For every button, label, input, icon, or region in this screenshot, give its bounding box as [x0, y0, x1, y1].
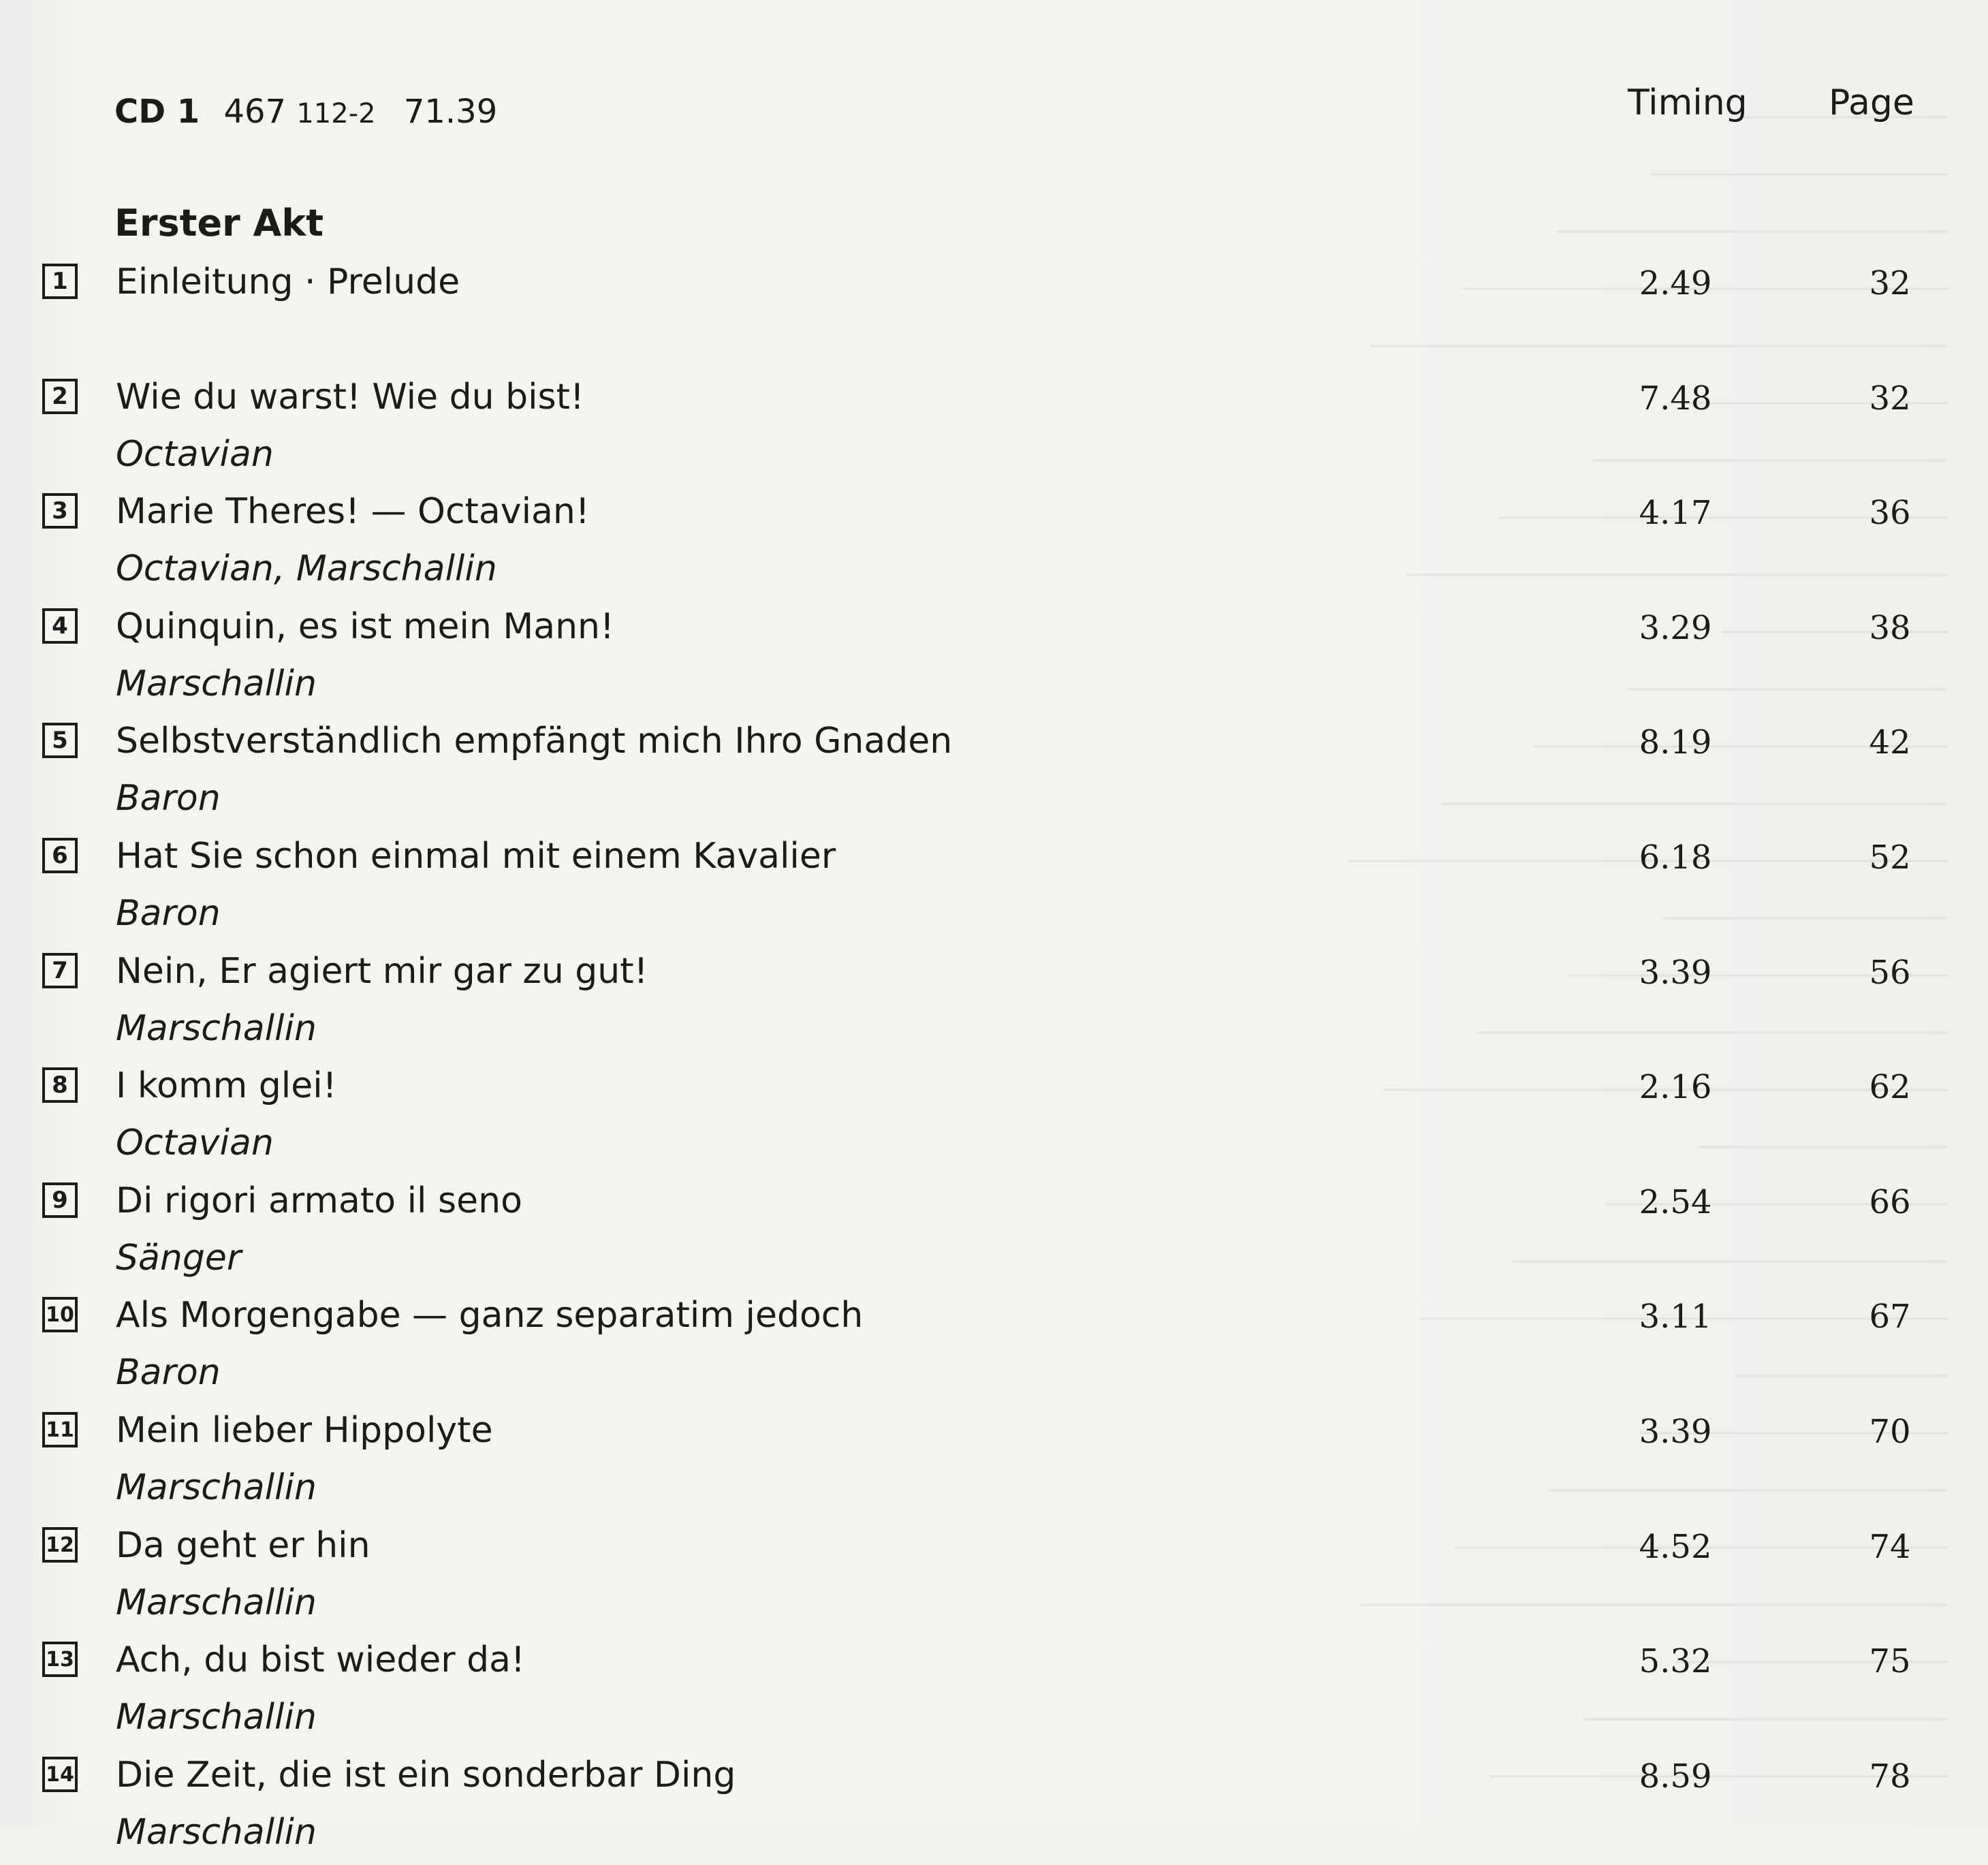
- track-title: Quinquin, es ist mein Mann!: [116, 606, 614, 647]
- track-number: 13: [42, 1642, 78, 1677]
- track-title: Da geht er hin: [116, 1525, 370, 1566]
- track-row: [0, 1291, 1988, 1405]
- track-singer: Marschallin: [116, 1812, 317, 1853]
- track-page: 42: [1869, 723, 1911, 762]
- track-timing: 4.52: [1639, 1528, 1712, 1566]
- track-title: Hat Sie schon einmal mit einem Kavalier: [116, 836, 836, 877]
- track-singer: Octavian: [116, 434, 274, 475]
- track-title: I komm glei!: [116, 1065, 337, 1106]
- track-timing: 5.32: [1639, 1642, 1712, 1680]
- track-row: [0, 487, 1988, 601]
- track-row: [0, 1406, 1988, 1520]
- track-title: Ach, du bist wieder da!: [116, 1640, 525, 1680]
- track-page: 66: [1869, 1183, 1911, 1221]
- track-row: [0, 1635, 1988, 1750]
- track-title: Di rigori armato il seno: [116, 1180, 522, 1221]
- track-timing: 3.39: [1639, 954, 1712, 992]
- track-page: 75: [1869, 1642, 1911, 1680]
- track-row: [0, 947, 1988, 1061]
- track-singer: Marschallin: [116, 1582, 317, 1623]
- track-number: 8: [42, 1067, 78, 1103]
- track-number: 1: [42, 264, 78, 299]
- track-row: [0, 1176, 1988, 1291]
- cd-label: CD 1: [114, 93, 200, 131]
- track-singer: Baron: [116, 1352, 221, 1393]
- track-singer: Marschallin: [116, 1467, 317, 1508]
- track-title: Als Morgengabe — ganz separatim jedoch: [116, 1295, 864, 1336]
- track-page: 56: [1869, 954, 1911, 992]
- track-page: 62: [1869, 1068, 1911, 1106]
- track-timing: 8.19: [1639, 723, 1712, 762]
- track-row: [0, 832, 1988, 946]
- track-number: 4: [42, 608, 78, 644]
- track-number: 3: [42, 493, 78, 529]
- track-number: 9: [42, 1182, 78, 1218]
- track-timing: 3.29: [1639, 609, 1712, 647]
- track-number: 11: [42, 1412, 78, 1447]
- track-number: 6: [42, 838, 78, 873]
- track-singer: Marschallin: [116, 663, 317, 704]
- timing-column-header: Timing: [1628, 82, 1748, 123]
- track-page: 32: [1869, 264, 1911, 302]
- track-row: [0, 1521, 1988, 1635]
- track-page: 70: [1869, 1413, 1911, 1451]
- track-page: 36: [1869, 494, 1911, 532]
- track-timing: 2.54: [1639, 1183, 1712, 1221]
- track-page: 32: [1869, 379, 1911, 418]
- total-time: 71.39: [403, 93, 498, 131]
- track-timing: 2.49: [1639, 264, 1712, 302]
- track-number: 12: [42, 1527, 78, 1563]
- track-singer: Marschallin: [116, 1008, 317, 1049]
- track-singer: Octavian, Marschallin: [116, 548, 497, 589]
- track-row: [0, 257, 1988, 372]
- track-singer: Marschallin: [116, 1697, 317, 1738]
- track-timing: 3.11: [1639, 1298, 1712, 1336]
- catalog-main: 467: [223, 93, 287, 131]
- track-singer: Baron: [116, 893, 221, 934]
- track-title: Einleitung · Prelude: [116, 262, 460, 302]
- track-singer: Octavian: [116, 1123, 274, 1163]
- track-row: [0, 1751, 1988, 1865]
- track-timing: 7.48: [1639, 379, 1712, 418]
- track-row: [0, 717, 1988, 831]
- track-number: 14: [42, 1757, 78, 1792]
- catalog-suffix: 112-2: [296, 98, 376, 129]
- track-page: 74: [1869, 1528, 1911, 1566]
- page-column-header: Page: [1829, 82, 1914, 123]
- track-number: 7: [42, 953, 78, 988]
- track-timing: 3.39: [1639, 1413, 1712, 1451]
- track-timing: 8.59: [1639, 1757, 1712, 1796]
- track-title: Die Zeit, die ist ein sonderbar Ding: [116, 1755, 736, 1796]
- track-row: [0, 602, 1988, 717]
- track-number: 5: [42, 723, 78, 758]
- track-title: Wie du warst! Wie du bist!: [116, 377, 584, 418]
- track-number: 2: [42, 379, 78, 414]
- track-page: 38: [1869, 609, 1911, 647]
- track-title: Selbstverständlich empfängt mich Ihro Gnaden: [116, 721, 953, 762]
- track-page: 78: [1869, 1757, 1911, 1796]
- track-timing: 6.18: [1639, 839, 1712, 877]
- track-singer: Sänger: [116, 1238, 242, 1279]
- act-title: Erster Akt: [114, 202, 324, 245]
- track-page: 52: [1869, 839, 1911, 877]
- track-singer: Baron: [116, 778, 221, 819]
- track-timing: 2.16: [1639, 1068, 1712, 1106]
- track-title: Mein lieber Hippolyte: [116, 1410, 493, 1451]
- track-number: 10: [42, 1297, 78, 1332]
- track-timing: 4.17: [1639, 494, 1712, 532]
- track-title: Nein, Er agiert mir gar zu gut!: [116, 951, 648, 992]
- track-page: 67: [1869, 1298, 1911, 1336]
- track-row: [0, 373, 1988, 487]
- track-title: Marie Theres! — Octavian!: [116, 491, 590, 532]
- track-row: [0, 1061, 1988, 1176]
